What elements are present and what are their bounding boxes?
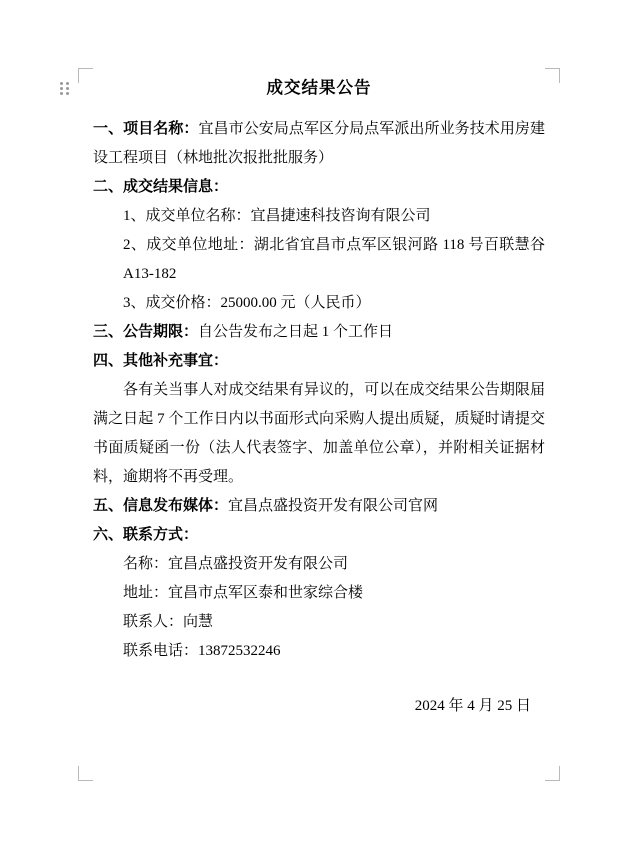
section-supplementary bbox=[93, 347, 545, 376]
handle-dot bbox=[66, 87, 69, 90]
section-project-name bbox=[93, 115, 545, 173]
crop-mark-top-right bbox=[545, 68, 560, 83]
section-heading: 五、信息发布媒体： bbox=[93, 497, 229, 514]
contact-phone: 联系电话：13872532246 bbox=[123, 642, 281, 659]
section-media bbox=[93, 492, 545, 521]
document-date: 2024 年 4 月 25 日 bbox=[414, 697, 531, 714]
crop-mark-bottom-right bbox=[545, 766, 560, 781]
section-contact bbox=[93, 521, 545, 550]
contact-person: 联系人：向慧 bbox=[123, 613, 214, 630]
section-heading: 一、项目名称： bbox=[93, 120, 199, 137]
section-heading: 六、联系方式： bbox=[93, 526, 199, 543]
handle-dot bbox=[66, 82, 69, 85]
crop-mark-bottom-left bbox=[78, 766, 93, 781]
list-item: 2、成交单位地址：湖北省宜昌市点军区银河路 118 号百联慧谷 A13-182 bbox=[123, 236, 545, 282]
supplementary-paragraph: 各有关当事人对成交结果有异议的，可以在成交结果公告期限届满之日起 7 个工作日内以书面形式向采购人提出质疑，质疑时请提交书面质疑函一份（法人代表签字、加盖单位公章），并附相关证据材料，逾期将不再受理。 bbox=[93, 381, 545, 485]
crop-mark-top-left bbox=[78, 68, 93, 83]
section-heading: 二、成交结果信息： bbox=[93, 178, 229, 195]
handle-dot bbox=[60, 92, 63, 95]
document-body bbox=[93, 76, 545, 721]
page-title: 成交结果公告 bbox=[266, 78, 372, 97]
section-value: 宜昌市公安局点军区分局点军派出所业务技术用房建设工程项目（林地批次报批批服务） bbox=[93, 120, 545, 166]
list-item: 1、成交单位名称：宜昌捷速科技咨询有限公司 bbox=[123, 207, 431, 224]
section-notice-period bbox=[93, 318, 545, 347]
handle-dot bbox=[60, 82, 63, 85]
handle-dot bbox=[60, 87, 63, 90]
drag-handle-icon[interactable] bbox=[60, 82, 70, 96]
handle-dot bbox=[66, 92, 69, 95]
section-result-info bbox=[93, 173, 545, 202]
section-value: 自公告发布之日起 1 个工作日 bbox=[198, 323, 394, 340]
contact-address: 地址：宜昌市点军区泰和世家综合楼 bbox=[123, 584, 364, 601]
section-heading: 三、公告期限： bbox=[93, 323, 199, 340]
contact-name: 名称：宜昌点盛投资开发有限公司 bbox=[123, 555, 349, 572]
section-heading: 四、其他补充事宜： bbox=[93, 352, 229, 369]
list-item: 3、成交价格：25000.00 元（人民币） bbox=[123, 294, 371, 311]
section-value: 宜昌点盛投资开发有限公司官网 bbox=[228, 497, 439, 514]
